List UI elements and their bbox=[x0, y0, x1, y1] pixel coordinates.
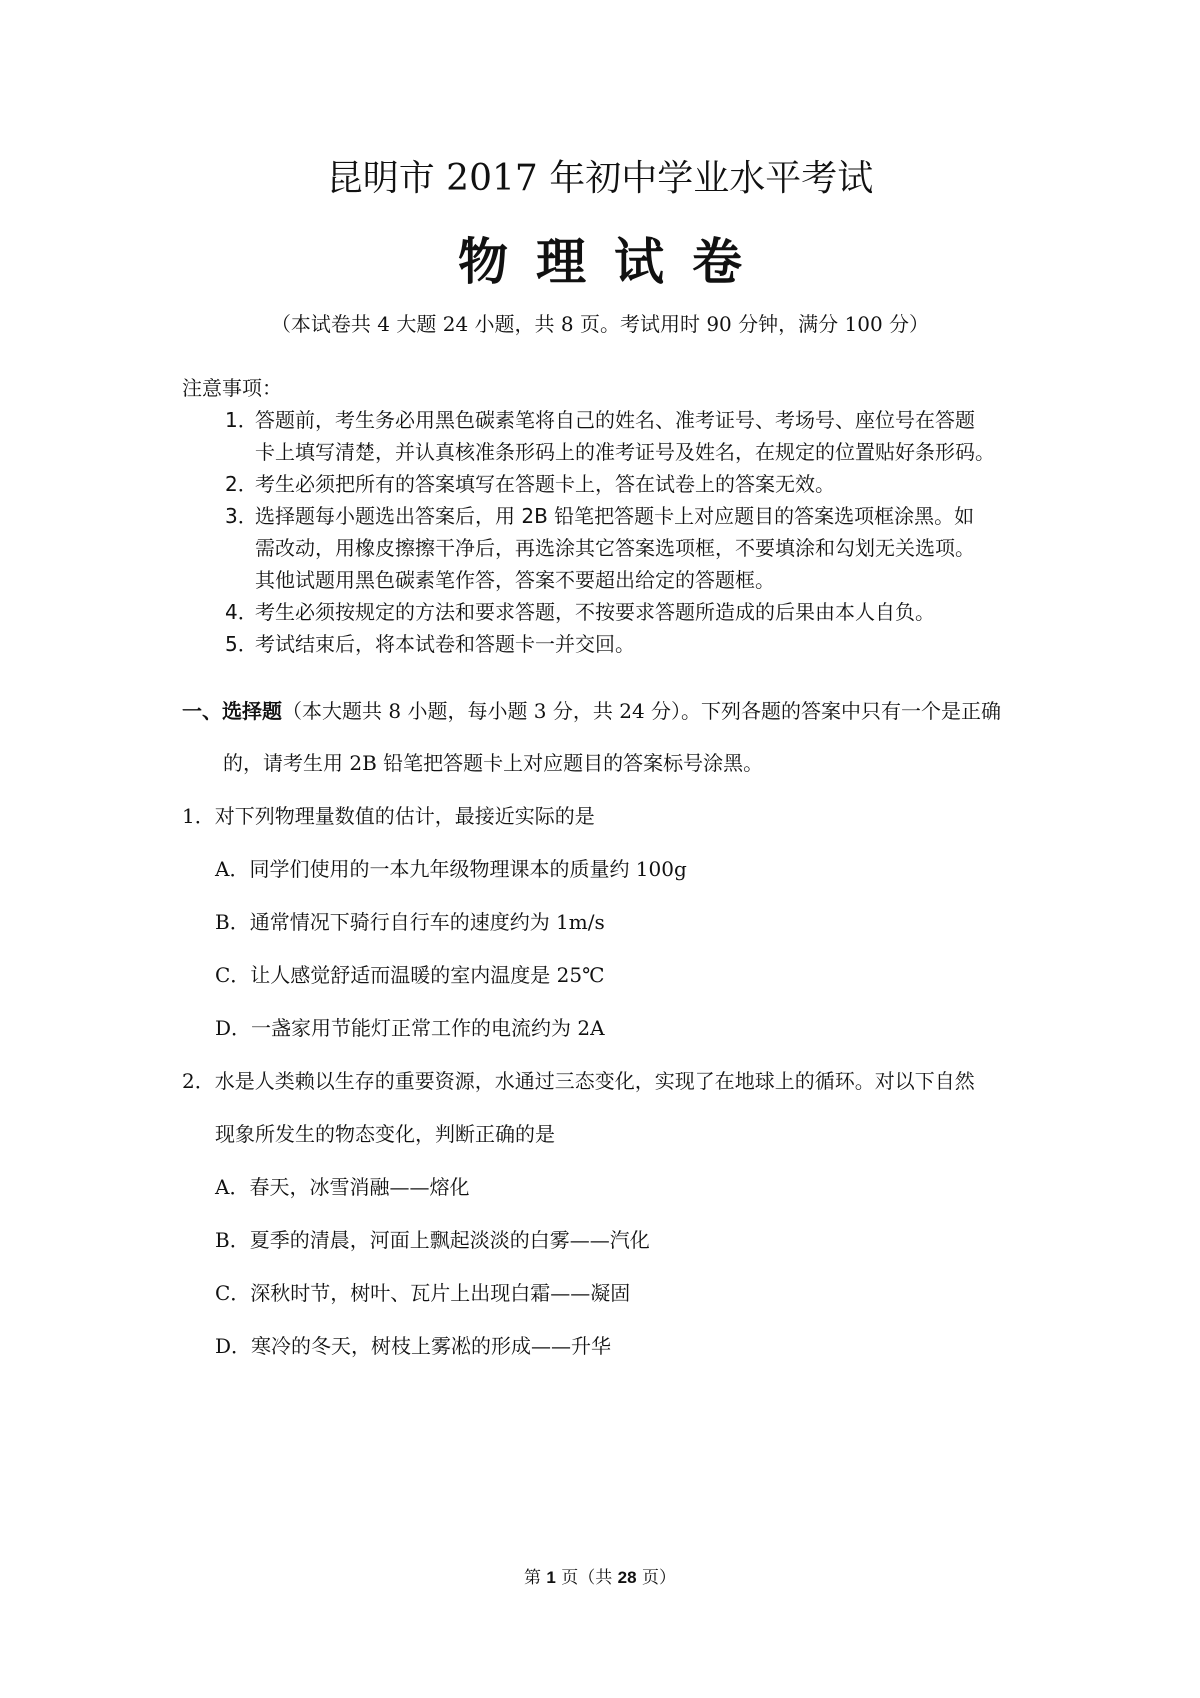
question-1-option-a: A．同学们使用的一本九年级物理课本的质量约 100g bbox=[215, 857, 687, 881]
footer-prefix: 第 bbox=[523, 1568, 547, 1588]
question-1-stem: 1．对下列物理量数值的估计，最接近实际的是 bbox=[182, 804, 595, 828]
notice-number: 3． bbox=[225, 504, 258, 528]
section-label: 一、选择题 bbox=[182, 699, 282, 723]
notice-line: 卡上填写清楚，并认真核准条形码上的准考证号及姓名，在规定的位置贴好条形码。 bbox=[255, 440, 995, 464]
notice-line: 考生必须按规定的方法和要求答题，不按要求答题所造成的后果由本人自负。 bbox=[255, 600, 935, 624]
question-2-option-c: C．深秋时节，树叶、瓦片上出现白霜——凝固 bbox=[215, 1281, 631, 1305]
notice-line: 需改动，用橡皮擦擦干净后，再选涂其它答案选项框，不要填涂和勾划无关选项。 bbox=[255, 536, 975, 560]
notice-number: 1． bbox=[225, 408, 258, 432]
notice-item-3 bbox=[225, 502, 974, 530]
notice-item-4 bbox=[225, 598, 935, 626]
exam-title: 昆明市 2017 年初中学业水平考试 bbox=[326, 158, 874, 199]
question-1-option-c: C．让人感觉舒适而温暖的室内温度是 25℃ bbox=[215, 963, 605, 987]
notice-line: 其他试题用黑色碳素笔作答，答案不要超出给定的答题框。 bbox=[255, 568, 775, 592]
notice-line: 选择题每小题选出答案后，用 2B 铅笔把答题卡上对应题目的答案选项框涂黑。如 bbox=[255, 504, 975, 528]
question-2-option-a: A．春天，冰雪消融——熔化 bbox=[215, 1175, 470, 1199]
question-1-option-d: D．一盏家用节能灯正常工作的电流约为 2A bbox=[215, 1016, 605, 1040]
notice-line: 考生必须把所有的答案填写在答题卡上，答在试卷上的答案无效。 bbox=[255, 472, 835, 496]
page-footer bbox=[0, 1566, 1200, 1590]
notice-number: 5． bbox=[225, 632, 258, 656]
notice-line: 答题前，考生务必用黑色碳素笔将自己的姓名、准考证号、考场号、座位号在答题 bbox=[255, 408, 975, 432]
notice-number: 4． bbox=[225, 600, 258, 624]
notice-item-2 bbox=[225, 470, 835, 498]
page-number: 1 bbox=[546, 1568, 556, 1587]
question-2-stem: 2．水是人类赖以生存的重要资源，水通过三态变化，实现了在地球上的循环。对以下自然 bbox=[182, 1069, 975, 1093]
notice-item-5 bbox=[225, 630, 635, 658]
question-1-option-b: B．通常情况下骑行自行车的速度约为 1m/s bbox=[215, 910, 605, 934]
question-2-stem-cont: 现象所发生的物态变化，判断正确的是 bbox=[215, 1122, 555, 1146]
notice-number: 2． bbox=[225, 472, 258, 496]
section-description-cont: 的，请考生用 2B 铅笔把答题卡上对应题目的答案标号涂黑。 bbox=[223, 751, 764, 775]
notice-item-1 bbox=[225, 406, 975, 434]
total-pages: 28 bbox=[617, 1568, 637, 1587]
notice-line: 考试结束后，将本试卷和答题卡一并交回。 bbox=[255, 632, 635, 656]
exam-info: （本试卷共 4 大题 24 小题，共 8 页。考试用时 90 分钟，满分 100 分） bbox=[270, 312, 930, 336]
question-2-option-b: B．夏季的清晨，河面上飘起淡淡的白雾——汽化 bbox=[215, 1228, 650, 1252]
section-description: （本大题共 8 小题，每小题 3 分，共 24 分）。下列各题的答案中只有一个是正确 bbox=[282, 699, 1002, 723]
subject-title: 物理试卷 bbox=[458, 233, 770, 291]
section-heading bbox=[182, 697, 1001, 725]
notice-heading: 注意事项： bbox=[182, 376, 282, 400]
footer-middle: 页（共 bbox=[555, 1568, 618, 1588]
question-2-option-d: D．寒冷的冬天，树枝上雾凇的形成——升华 bbox=[215, 1334, 612, 1358]
footer-suffix: 页） bbox=[636, 1568, 676, 1588]
